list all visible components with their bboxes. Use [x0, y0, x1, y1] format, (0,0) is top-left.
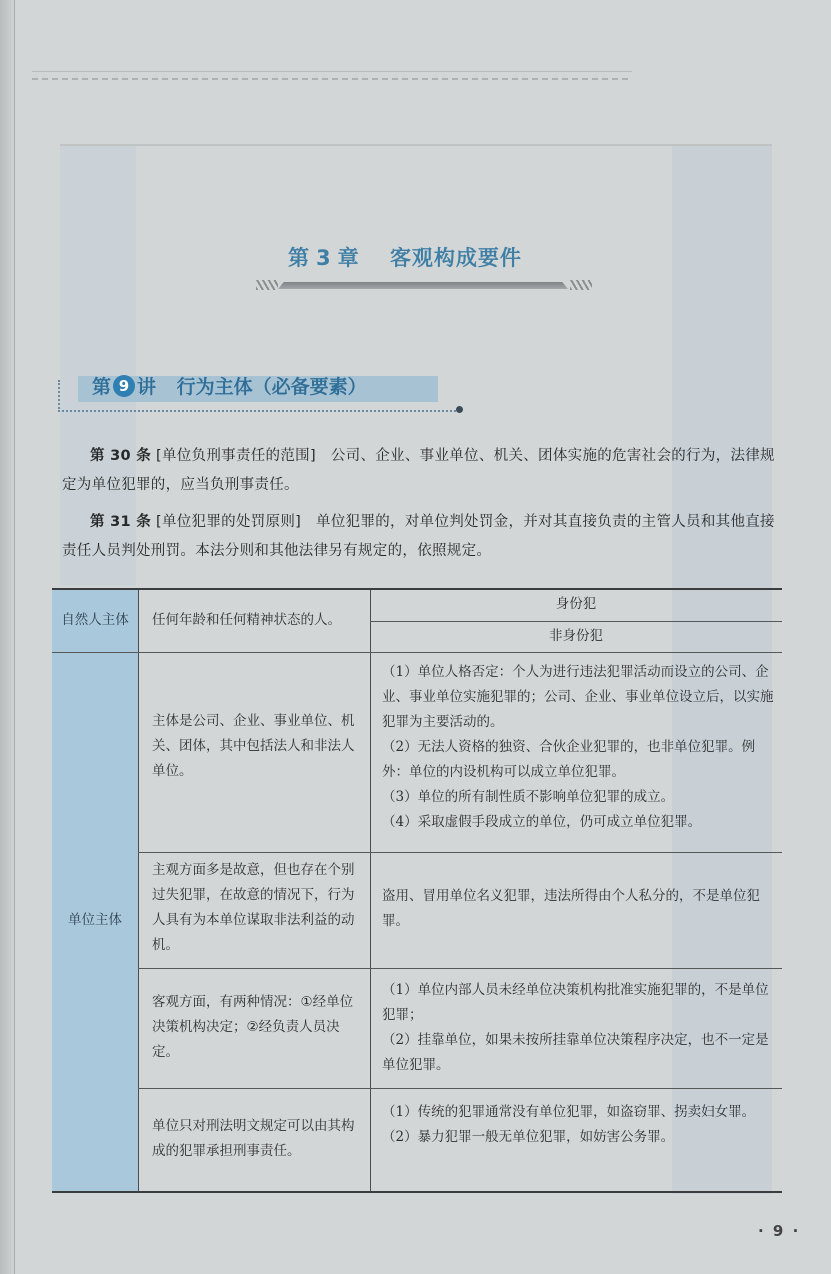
bleed-through-rule [32, 71, 632, 72]
unit-row-2-left: 主观方面多是故意，但也存在个别过失犯罪，在故意的情况下，行为人具有为本单位谋取非法利益的动机。 [152, 862, 355, 953]
lecture-suffix: 讲 [137, 376, 157, 398]
chapter-name: 客观构成要件 [389, 246, 522, 270]
unit-row-3-item-1: （1）单位内部人员未经单位决策机构批准实施犯罪的，不是单位犯罪； [382, 982, 769, 1023]
row-divider-unit-3 [138, 1088, 782, 1089]
unit-row-1-item-2: （2）无法人资格的独资、合伙企业犯罪的，也非单位犯罪。例外：单位的内设机构可以成立单位犯罪。 [382, 739, 756, 780]
lecture-subject: 行为主体（必备要素） [176, 376, 367, 398]
lecture-title [92, 372, 367, 399]
article-text: 单位犯罪的，对单位判处罚金，并对其直接负责的主管人员和其他直接责任人员判处刑罚。本法分则和其他法律另有规定的，依照规定。 [62, 514, 775, 559]
article-heading: [单位负刑事责任的范围] [156, 448, 316, 464]
category-non-identity-crime: 非身份犯 [549, 628, 603, 644]
row-divider-natural [52, 652, 782, 653]
article-text: 公司、企业、事业单位、机关、团体实施的危害社会的行为，法律规定为单位犯罪的，应当负刑事责任。 [62, 448, 775, 493]
bleed-through-logo [636, 62, 826, 86]
unit-row-1-left: 主体是公司、企业、事业单位、机关、团体，其中包括法人和非法人单位。 [152, 713, 355, 779]
chapter-title [288, 242, 522, 272]
subject-table [52, 588, 782, 1193]
article-number: 第 31 条 [90, 514, 152, 530]
lecture-number-badge: 9 [113, 375, 135, 397]
unit-subject-label: 单位主体 [68, 912, 122, 928]
chapter-suffix: 章 [337, 246, 360, 270]
bullet-dot-icon [456, 406, 463, 413]
unit-row-1-right [382, 660, 774, 835]
lecture-prefix: 第 [92, 376, 112, 398]
row-divider-identity [370, 621, 782, 622]
unit-row-1-item-4: （4）采取虚假手段成立的单位，仍可成立单位犯罪。 [382, 814, 702, 830]
article-30 [62, 442, 782, 500]
hatch-decoration-right [570, 280, 592, 290]
unit-row-3-right [382, 978, 774, 1078]
category-identity-crime: 身份犯 [555, 596, 597, 612]
col-divider-1 [138, 590, 139, 1191]
col-divider-2 [370, 590, 371, 1191]
page-number: · 9 · [758, 1222, 801, 1240]
lecture-banner [58, 368, 458, 414]
bleed-through-header [14, 62, 831, 84]
hatch-decoration-left [256, 280, 278, 290]
natural-person-label: 自然人主体 [61, 612, 129, 628]
article-number: 第 30 条 [90, 448, 152, 464]
table-top-rule [52, 588, 782, 590]
row-divider-unit-2 [138, 968, 782, 969]
unit-row-4-right [382, 1100, 774, 1150]
chapter-underline-bar [278, 282, 568, 289]
table-label-column [52, 590, 138, 1191]
unit-row-1-item-3: （3）单位的所有制性质不影响单位犯罪的成立。 [382, 789, 675, 805]
unit-row-4-item-2: （2）暴力犯罪一般无单位犯罪，如妨害公务罪。 [382, 1129, 675, 1145]
unit-row-3-item-2: （2）挂靠单位，如果未按所挂靠单位决策程序决定，也不一定是单位犯罪。 [382, 1032, 769, 1073]
unit-row-2-right: 盗用、冒用单位名义犯罪，违法所得由个人私分的，不是单位犯罪。 [382, 888, 760, 929]
bleed-through-dashed-rule [32, 78, 632, 80]
unit-row-4-item-1: （1）传统的犯罪通常没有单位犯罪，如盗窃罪、拐卖妇女罪。 [382, 1104, 756, 1120]
natural-person-description: 任何年龄和任何精神状态的人。 [152, 612, 341, 628]
page-curl-shadow [2, 0, 15, 1274]
row-divider-unit-1 [138, 852, 782, 853]
article-31 [62, 508, 782, 566]
unit-row-1-item-1: （1）单位人格否定：个人为进行违法犯罪活动而设立的公司、企业、事业单位实施犯罪的；公司、企业、事业单位设立后，以实施犯罪为主要活动的。 [382, 664, 774, 730]
chapter-number: 3 [316, 246, 332, 270]
article-heading: [单位犯罪的处罚原则] [156, 514, 302, 530]
unit-row-4-left: 单位只对刑法明文规定可以由其构成的犯罪承担刑事责任。 [152, 1118, 355, 1159]
chapter-prefix: 第 [288, 246, 310, 270]
unit-row-3-left: 客观方面，有两种情况：①经单位决策机构决定；②经负责人员决定。 [152, 994, 354, 1060]
table-bottom-rule [52, 1191, 782, 1193]
chapter-heading [256, 240, 616, 300]
